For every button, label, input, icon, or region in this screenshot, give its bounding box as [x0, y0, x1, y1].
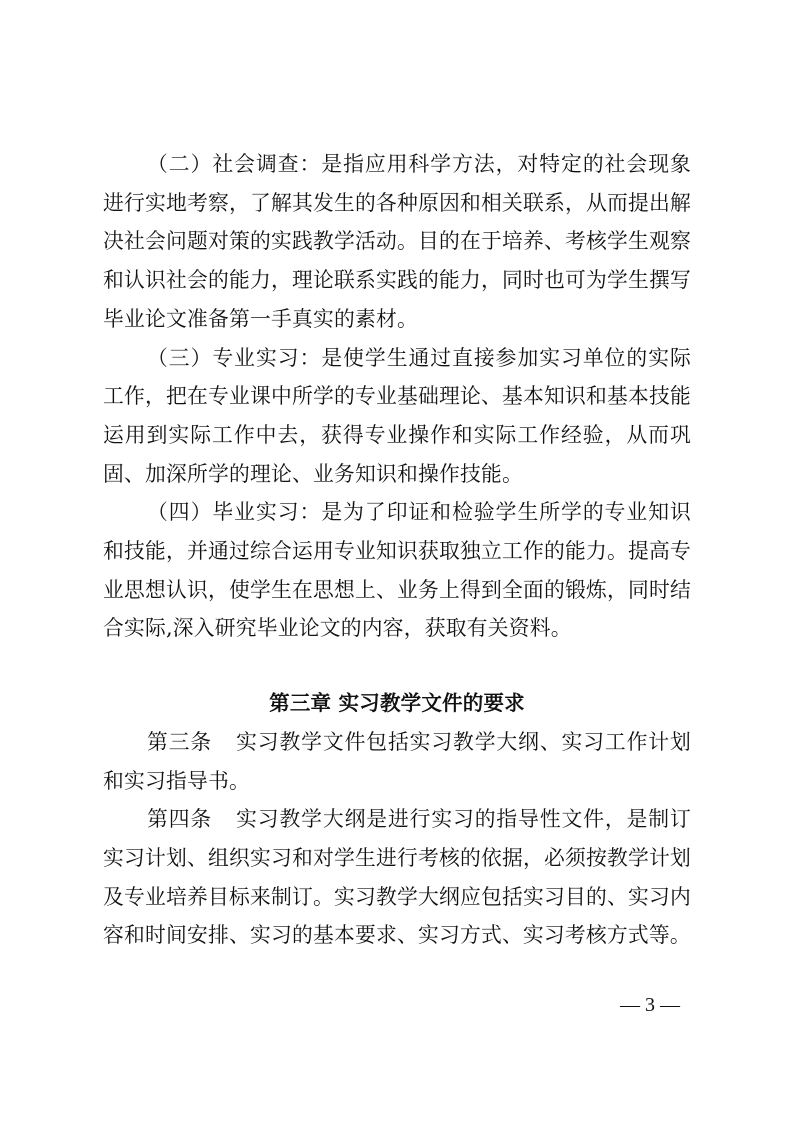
- article-4-text: 实习教学大纲是进行实习的指导性文件，是制订实习计划、组织实习和对学生进行考核的依据，必须按教学计划及专业培养目标来制订。实习教学大纲应包括实习目的、实习内容和时间安排、实习的基本要求、实习方式、实习考核方式等。: [103, 807, 691, 948]
- paragraph-graduation-internship: （四）毕业实习：是为了印证和检验学生所学的专业知识和技能，并通过综合运用专业知识获取独立工作的能力。提高专业思想认识，使学生在思想上、业务上得到全面的锻炼，同时结合实际,深入研究毕业论文的内容，获取有关资料。: [103, 500, 691, 641]
- article-4: [103, 800, 691, 955]
- document-body: [103, 145, 691, 955]
- article-3-label: 第三条: [147, 729, 213, 754]
- chapter-heading: 第三章 实习教学文件的要求: [269, 691, 525, 716]
- article-4-label: 第四条: [147, 807, 213, 832]
- paragraph-social-survey: （二）社会调查：是指应用科学方法，对特定的社会现象进行实地考察，了解其发生的各种原因和相关联系，从而提出解决社会问题对策的实践教学活动。目的在于培养、考核学生观察和认识社会的能力，理论联系实践的能力，同时也可为学生撰写毕业论文准备第一手真实的素材。: [103, 152, 691, 331]
- article-3-text: 实习教学文件包括实习教学大纲、实习工作计划和实习指导书。: [103, 729, 691, 793]
- page-number: — 3 —: [620, 994, 680, 1016]
- article-3: [103, 723, 691, 800]
- paragraph-professional-internship: （三）专业实习：是使学生通过直接参加实习单位的实际工作，把在专业课中所学的专业基础理论、基本知识和基本技能运用到实际工作中去，获得专业操作和实际工作经验，从而巩固、加深所学的理论、业务知识和操作技能。: [103, 345, 691, 486]
